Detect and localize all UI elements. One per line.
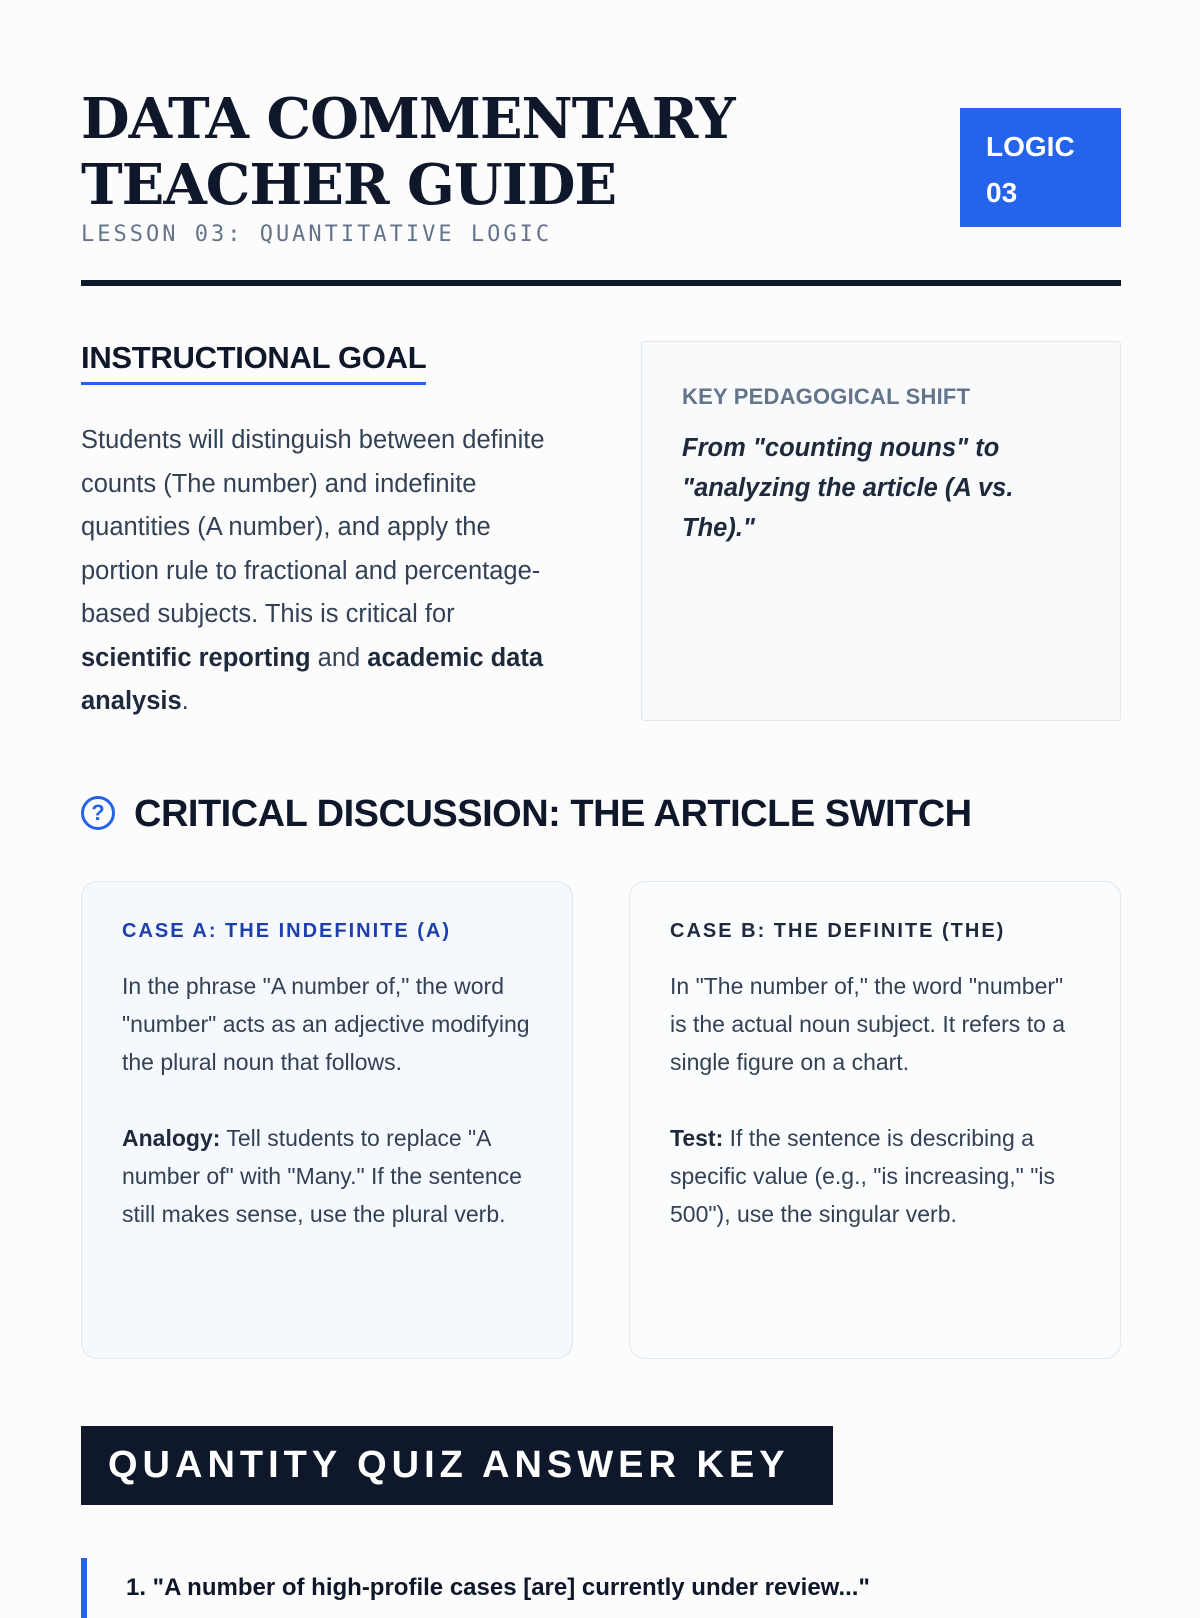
title-line-2: TEACHER GUIDE [81,152,617,218]
goal-connector: and [310,643,368,672]
discussion-heading [81,792,1121,836]
case-a-text [122,967,532,1233]
quiz-item-text: 1. "A number of high-profile cases [are] currently under review..." [126,1574,870,1601]
pedagogical-shift-box [641,341,1121,721]
case-b-paragraph-1: In "The number of," the word "number" is the actual noun subject. It refers to a single figure on a chart. [670,973,1066,1075]
document-header [81,78,1121,288]
pedagogical-shift-quote: From "counting nouns" to "analyzing the article (A vs. The)." [682,434,1014,542]
instructional-goal-text [81,419,561,724]
badge-line-1: LOGIC [986,131,1075,162]
page [81,0,1121,1600]
title-line-1: DATA COMMENTARY [81,86,735,152]
document-title [81,86,735,218]
case-a-label: CASE A: THE INDEFINITE (A) [122,920,452,942]
header-divider [81,280,1121,286]
case-a-analogy-label: Analogy: [122,1125,221,1151]
quiz-item [81,1558,1121,1618]
case-a-analogy-text: Tell students to replace "A number of" with "Many." If the sentence still makes sense, use the plural verb. [122,1125,522,1227]
logic-badge [960,108,1121,227]
case-b-paragraph-2 [670,1119,1080,1233]
pedagogical-shift-label: KEY PEDAGOGICAL SHIFT [682,384,971,409]
answer-key-banner: QUANTITY QUIZ ANSWER KEY [81,1426,833,1505]
case-b-label: CASE B: THE DEFINITE (THE) [670,920,1006,942]
case-a-card [81,881,573,1359]
lesson-subtitle: LESSON 03: QUANTITATIVE LOGIC [81,222,553,247]
quiz-item-accent-bar [81,1558,87,1618]
case-b-card [629,881,1121,1359]
goal-text-intro: Students will distinguish between definite counts (The number) and indefinite quantities (A number), and apply the portion rule to fractional and percentage-based subjects. This is critical for [81,426,545,628]
instructional-goal-heading: INSTRUCTIONAL GOAL [81,340,426,385]
case-b-test-text: If the sentence is describing a specific value (e.g., "is increasing," "is 500"), use the singular verb. [670,1125,1055,1227]
goal-bold-scientific: scientific reporting [81,643,311,672]
goal-bold-academic: academic data analysis [81,643,544,715]
badge-line-2: 03 [986,177,1018,208]
instructional-goal-section [81,340,561,724]
case-a-paragraph-1: In the phrase "A number of," the word "number" acts as an adjective modifying the plural noun that follows. [122,973,530,1075]
case-b-text [670,967,1080,1233]
case-b-test-label: Test: [670,1125,724,1151]
case-a-paragraph-2 [122,1119,532,1233]
discussion-title: CRITICAL DISCUSSION: THE ARTICLE SWITCH [134,793,972,835]
goal-end: . [181,687,189,715]
question-circle-icon: ? [81,796,115,830]
